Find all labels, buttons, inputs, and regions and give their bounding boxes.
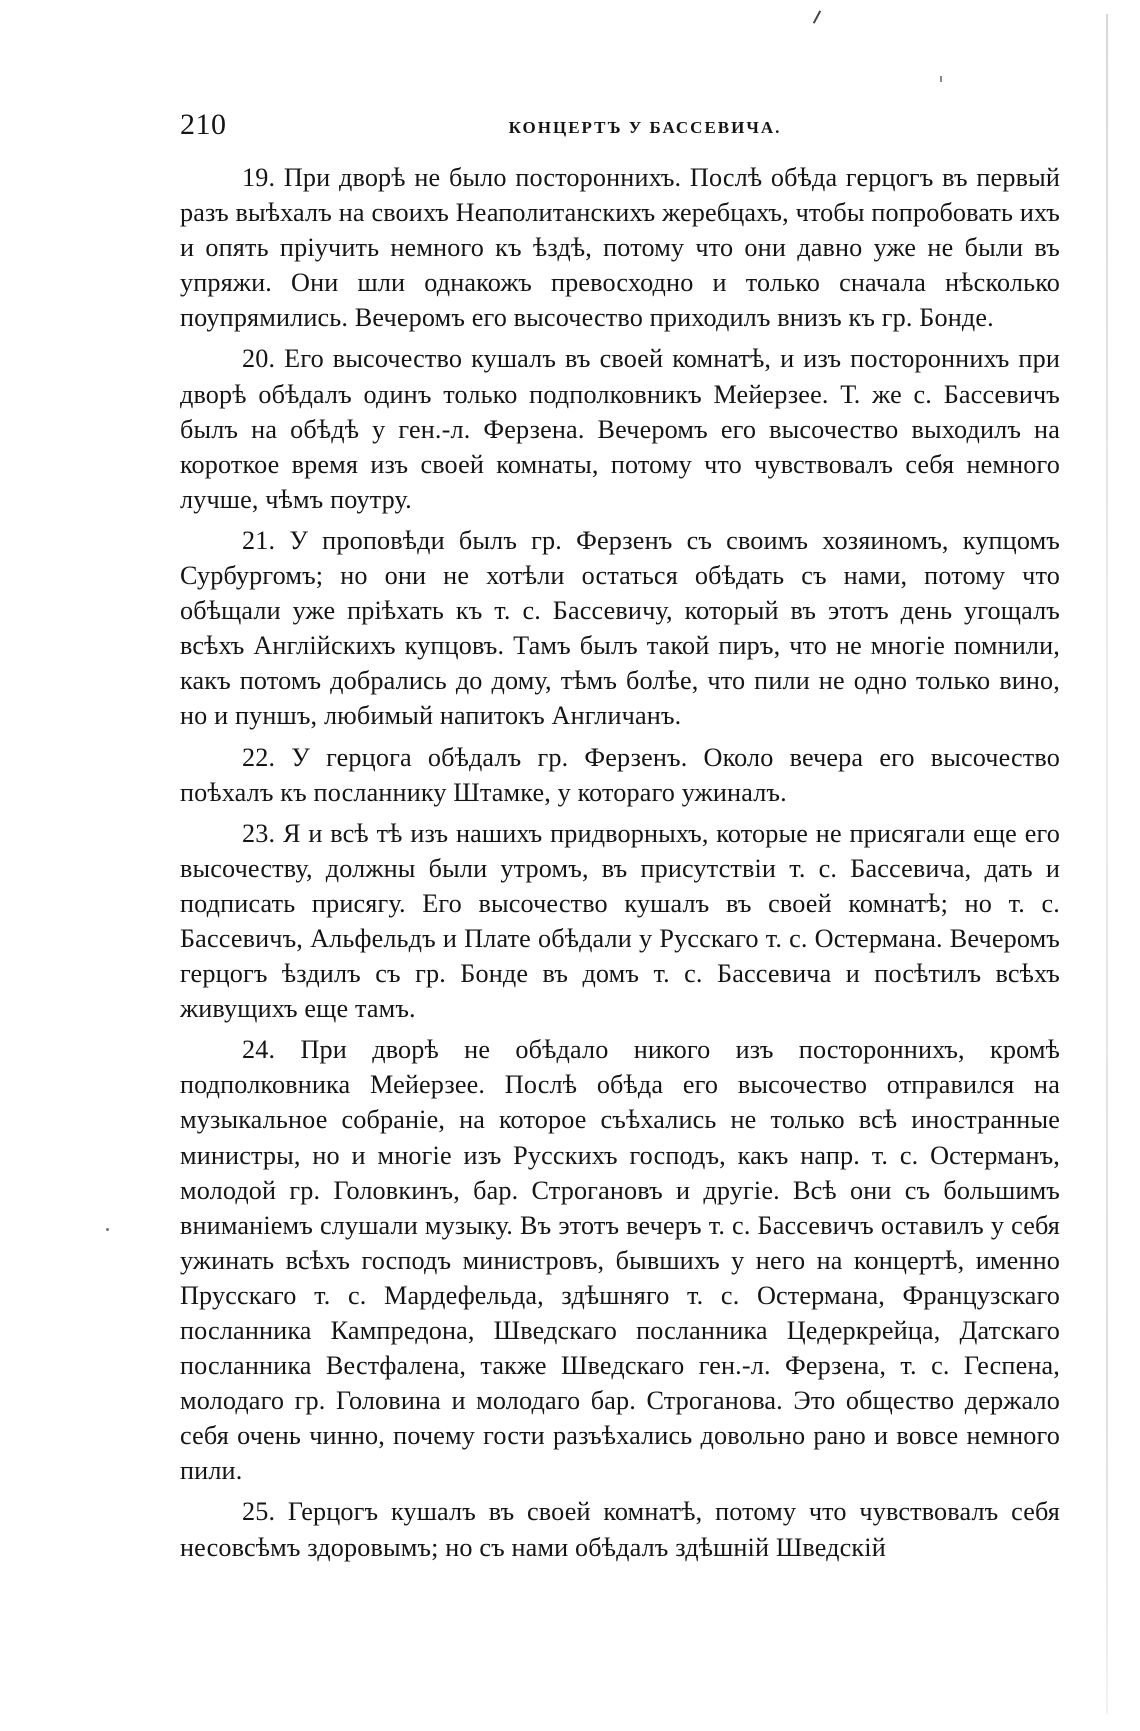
scan-speck: [813, 10, 821, 23]
paragraph-entry-23: 23. Я и всѣ тѣ изъ нашихъ придворныхъ, которые не присягали еще его высочеству, должны были утромъ, въ присутствіи т. с. Бассевича, дать и подписать присягу. Его высочество кушалъ въ своей комнатѣ; но т. с. Бассевичъ, Альфельдъ и Плате обѣдали у Русскаго т. с. Остермана. Вечеромъ герцогъ ѣздилъ съ гр. Бонде въ домъ т. с. Бассевича и посѣтилъ всѣхъ живущихъ еще тамъ.: [180, 818, 1060, 1024]
paragraph-entry-24: 24. При дворѣ не обѣдало никого изъ постороннихъ, кромѣ подполковника Мейерзее. Послѣ обѣда его высочество отправился на музыкальное собраніе, на которое съѣхались не только всѣ иностранные министры, но и многіе изъ Русскихъ господъ, какъ напр. т. с. Остерманъ, молодой гр. Головкинъ, бар. Строгановъ и другіе. Всѣ они съ большимъ вниманіемъ слушали музыку. Въ этотъ вечеръ т. с. Бассевичъ оставилъ у себя ужинать всѣхъ господъ министровъ, бывшихъ у него на концертѣ, именно Прусскаго т. с. Мардефельда, здѣшняго т. с. Остермана, Французскаго посланника Кампредона, Шведскаго посланника Цедеркрейца, Датскаго посланника Вестфалена, также Шведскаго ген.-л. Ферзена, т. с. Геспена, молодаго гр. Головина и молодаго бар. Строганова. Это общество держало себя очень чинно, почему гости разъѣхались довольно рано и вовсе немного пили.: [180, 1035, 1060, 1486]
running-title: КОНЦЕРТЪ У БАССЕВИЧА.: [508, 118, 782, 137]
page-edge-shadow: [1106, 14, 1108, 1714]
scan-speck: [106, 1228, 109, 1231]
page-header: [180, 108, 1080, 152]
paragraph-entry-22: 22. У герцога обѣдалъ гр. Ферзенъ. Около вечера его высочество поѣхалъ къ посланнику Штамке, у котораго ужиналъ.: [180, 742, 1060, 807]
scan-speck: [940, 76, 942, 82]
paragraph-entry-25: 25. Герцогъ кушалъ въ своей комнатѣ, потому что чувствовалъ себя несовсѣмъ здоровымъ; но съ нами обѣдалъ здѣшній Шведскій: [180, 1497, 1060, 1562]
paragraph-entry-20: 20. Его высочество кушалъ въ своей комнатѣ, и изъ постороннихъ при дворѣ обѣдалъ одинъ только подполковникъ Мейерзее. Т. же с. Бассевичъ былъ на обѣдѣ у ген.-л. Ферзена. Вечеромъ его высочество выходилъ на короткое время изъ своей комнаты, потому что чувствовалъ себя немного лучше, чѣмъ поутру.: [180, 344, 1060, 514]
page-number: 210: [180, 108, 227, 141]
paragraph-entry-19: 19. При дворѣ не было постороннихъ. Послѣ обѣда герцогъ въ первый разъ выѣхалъ на своихъ Неаполитанскихъ жеребцахъ, чтобы попробовать ихъ и опять пріучить немного къ ѣздѣ, потому что они давно уже не были въ упряжи. Они шли однакожъ превосходно и только сначала нѣсколько поупрямились. Вечеромъ его высочество приходилъ внизъ къ гр. Бонде.: [180, 163, 1060, 333]
body-text: [180, 160, 1060, 1565]
paragraph-entry-21: 21. У проповѣди былъ гр. Ферзенъ съ своимъ хозяиномъ, купцомъ Сурбургомъ; но они не хотѣли остаться обѣдать съ нами, потому что обѣщали уже пріѣхать къ т. с. Бассевичу, который въ этотъ день угощалъ всѣхъ Англійскихъ купцовъ. Тамъ былъ такой пиръ, что не многіе помнили, какъ потомъ добрались до дому, тѣмъ болѣе, что пили не одно только вино, но и пуншъ, любимый напитокъ Англичанъ.: [180, 525, 1060, 731]
